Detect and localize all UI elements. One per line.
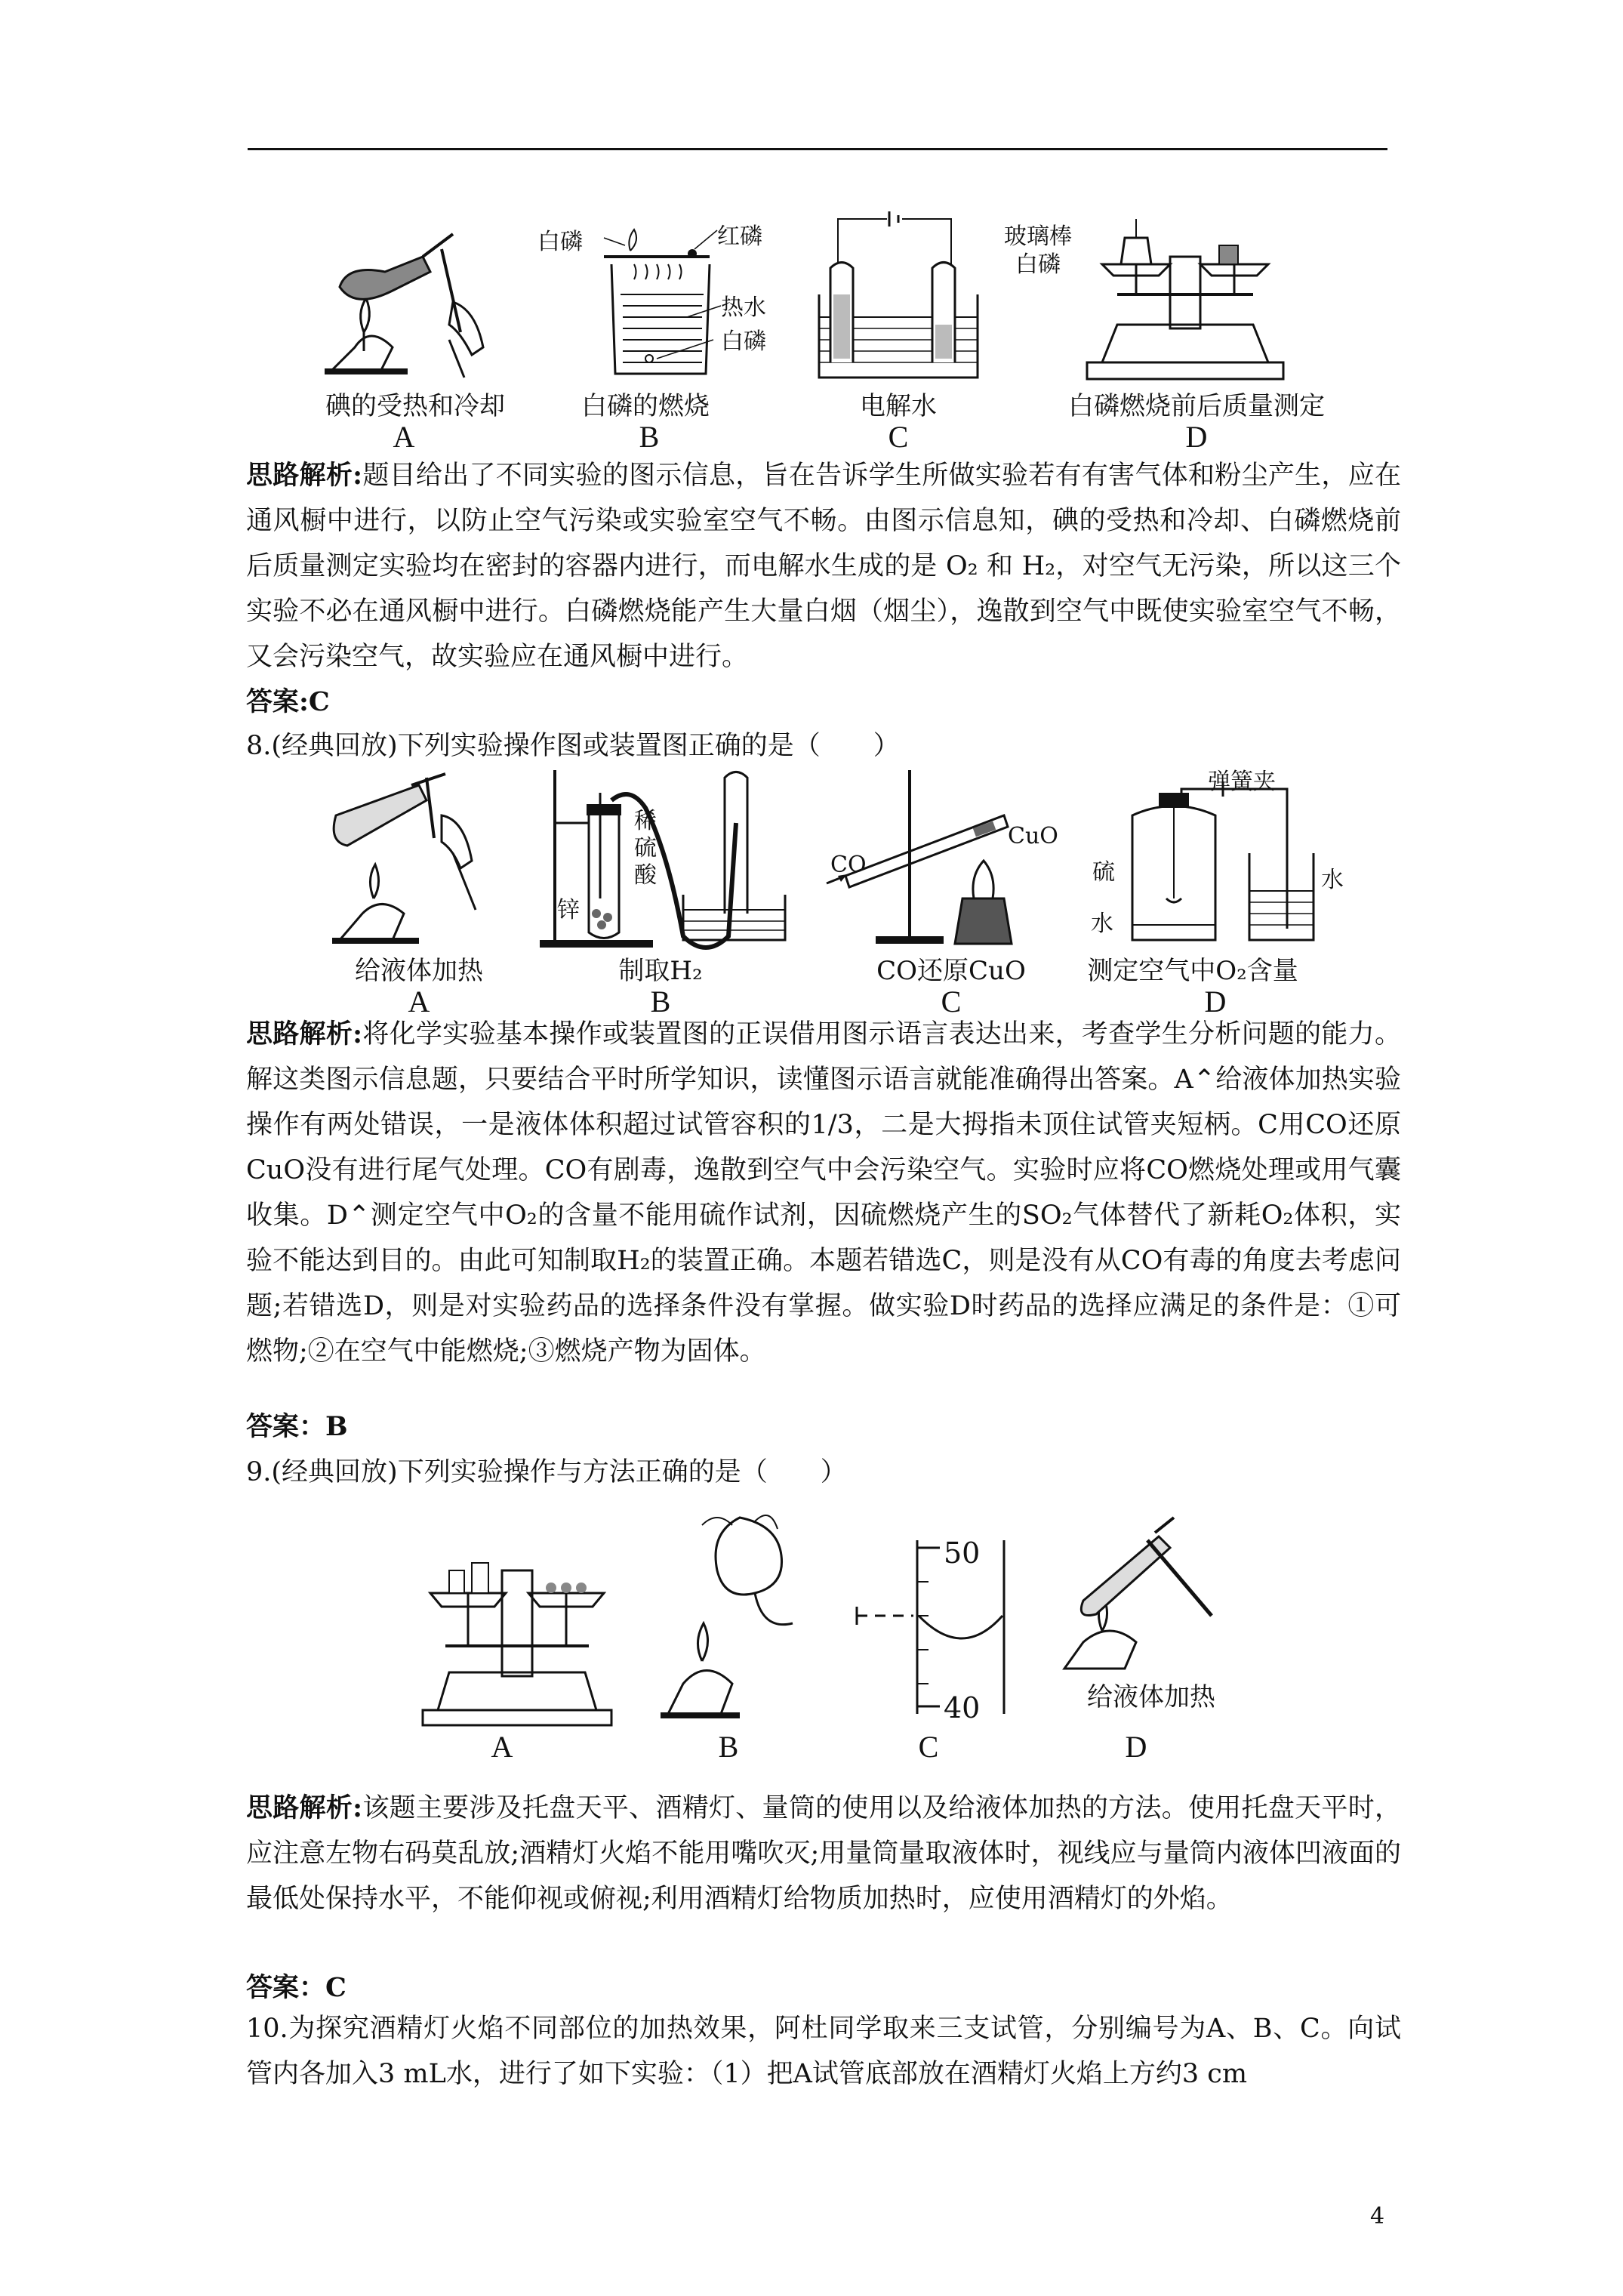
fig3-a-illustration: [408, 1540, 627, 1729]
q9-analysis: [246, 1786, 1401, 1922]
fig1-d-label-glass-rod: 玻璃棒: [1004, 223, 1072, 250]
fig1-a-caption: 碘的受热和冷却: [325, 391, 505, 421]
fig1-d-caption: 白磷燃烧前后质量测定: [1068, 391, 1325, 421]
figure-row-1: [0, 204, 1623, 453]
fig1-b-label-red-p: 红磷: [717, 223, 762, 250]
fig2-b-letter: B: [650, 985, 671, 1019]
fig3-d-illustration: [1042, 1510, 1238, 1684]
q8-stem: 8.(经典回放)下列实验操作图或装置图正确的是（ ）: [246, 731, 900, 761]
fig1-b-label-hot-water: 热水: [721, 294, 766, 321]
q7-analysis: [246, 453, 1401, 680]
fig1-d-label-white-p: 白磷: [1015, 251, 1061, 278]
q10-paragraph: 10.为探究酒精灯火焰不同部位的加热效果，阿杜同学取来三支试管，分别编号为A、B、C。向试管内各加入3 mL水，进行了如下实验：（1）把A试管底部放在酒精灯火焰上方约3 cm: [246, 2014, 1401, 2089]
header-rule: [248, 148, 1387, 150]
fig3-a-letter: A: [491, 1730, 513, 1764]
q8-answer: 答案：B: [246, 1411, 348, 1442]
q7-analysis-text: 题目给出了不同实验的图示信息，旨在告诉学生所做实验若有有害气体和粉尘产生，应在通风橱中进行，以防止空气污染或实验室空气不畅。由图示信息知，碘的受热和冷却、白磷燃烧前后质量测定实验均在密封的容器内进行，而电解水生成的是 O₂ 和 H₂，对空气无污染，所以这三个实验不必在通风橱中进行。白磷燃烧能产生大量白烟（烟尘），逸散到空气中既使实验室空气不畅，又会污染空气，故实验应在通风橱中进行。: [246, 461, 1401, 672]
figure-row-3: [0, 1510, 1623, 1782]
q8-analysis: [246, 1012, 1401, 1374]
fig3-d-caption: 给液体加热: [1087, 1682, 1215, 1712]
fig3-b-letter: B: [718, 1730, 739, 1764]
fig2-d-letter: D: [1204, 985, 1227, 1019]
fig2-d-label-water2: 水: [1321, 867, 1344, 893]
fig2-d-label-sulfur: 硫: [1092, 859, 1115, 886]
fig2-b-label-zinc: 锌: [557, 897, 580, 923]
fig1-c-caption: 电解水: [860, 391, 937, 421]
q10-text: [246, 2006, 1401, 2097]
fig3-d-letter: D: [1125, 1730, 1147, 1764]
fig2-d-label-water1: 水: [1091, 911, 1113, 937]
fig1-b-label-white-p2: 白磷: [721, 328, 766, 355]
figure-row-2: [0, 763, 1623, 1019]
fig3-c-label-top: 50: [944, 1536, 981, 1570]
q7-analysis-label: 思路解析:: [246, 460, 363, 491]
fig2-d-caption: 测定空气中O₂含量: [1087, 956, 1298, 986]
fig2-a-letter: A: [408, 985, 430, 1019]
fig3-b-illustration: [649, 1510, 823, 1729]
fig2-a-caption: 给液体加热: [355, 956, 483, 986]
q9-stem: 9.(经典回放)下列实验操作与方法正确的是（ ）: [246, 1457, 847, 1487]
fig2-a-illustration: [321, 770, 510, 951]
fig2-d-label-clamp: 弹簧夹: [1208, 769, 1276, 795]
fig2-b-label-acid: 稀 硫 酸: [634, 808, 657, 889]
fig1-c-illustration: [808, 211, 989, 385]
fig1-a-illustration: [310, 219, 498, 385]
fig3-c-letter: C: [918, 1730, 939, 1764]
q9-answer: 答案：C: [246, 1972, 346, 2003]
fig3-c-illustration: [849, 1533, 1015, 1729]
q8-analysis-text: 将化学实验基本操作或装置图的正误借用图示语言表达出来，考查学生分析问题的能力。解这类图示信息题，只要结合平时所学知识，读懂图示语言就能准确得出答案。A⌃给液体加热实验操作有两处错误，一是液体体积超过试管容积的1/3，二是大拇指未顶住试管夹短柄。C用CO还原CuO没有进行尾气处理。CO有剧毒，逸散到空气中会污染空气。实验时应将CO燃烧处理或用气囊收集。D⌃测定空气中O₂的含量不能用硫作试剂，因硫燃烧产生的SO₂气体替代了新耗O₂体积，实验不能达到目的。由此可知制取H₂的装置正确。本题若错选C，则是没有从CO有毒的角度去考虑问题;若错选D，则是对实验药品的选择条件没有掌握。做实验D时药品的选择应满足的条件是：①可燃物;②在空气中能燃烧;③燃烧产物为固体。: [246, 1019, 1401, 1367]
q8-analysis-label: 思路解析:: [246, 1019, 363, 1049]
fig1-c-letter: C: [888, 420, 909, 454]
fig1-b-label-white-p: 白磷: [537, 229, 583, 255]
fig2-c-caption: CO还原CuO: [876, 956, 1026, 986]
q9-analysis-text: 该题主要涉及托盘天平、酒精灯、量筒的使用以及给液体加热的方法。使用托盘天平时，应注意左物右码莫乱放;酒精灯火焰不能用嘴吹灭;用量筒量取液体时，视线应与量筒内液体凹液面的最低处保持水平，不能仰视或俯视;利用酒精灯给物质加热时，应使用酒精灯的外焰。: [246, 1793, 1401, 1914]
fig2-c-letter: C: [941, 985, 962, 1019]
fig1-d-letter: D: [1185, 420, 1208, 454]
fig3-c-label-bottom: 40: [944, 1691, 981, 1724]
fig1-b-letter: B: [639, 420, 660, 454]
fig2-c-label-cuo: CuO: [1008, 823, 1058, 849]
fig1-a-letter: A: [393, 420, 415, 454]
fig1-d-illustration: [1072, 211, 1298, 385]
q9-analysis-label: 思路解析:: [246, 1792, 363, 1823]
fig1-b-caption: 白磷的燃烧: [581, 391, 710, 421]
q7-answer: 答案:C: [246, 686, 330, 717]
fig2-b-caption: 制取H₂: [618, 956, 703, 986]
fig2-c-label-co: CO: [830, 852, 867, 878]
page-number: 4: [1370, 2203, 1385, 2230]
